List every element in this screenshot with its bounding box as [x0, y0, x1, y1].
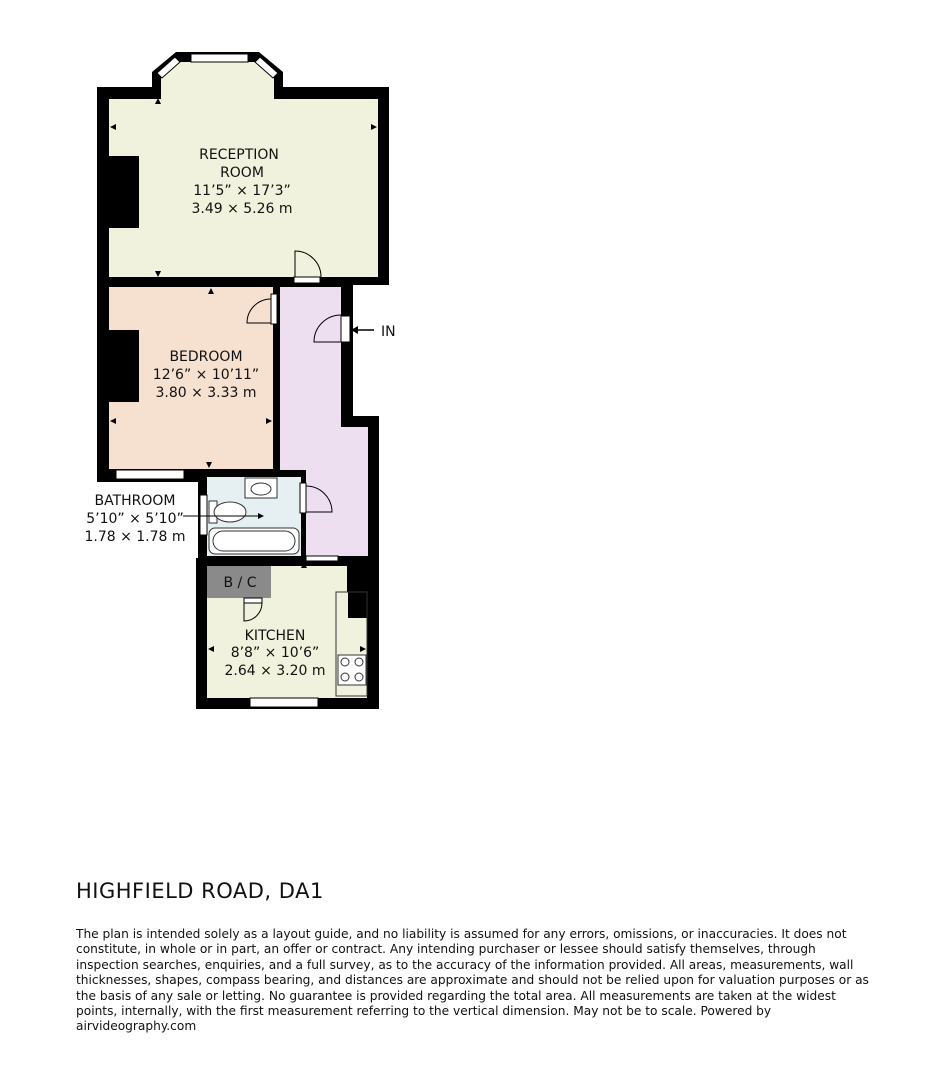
- reception-metric: 3.49 × 5.26 m: [191, 201, 293, 217]
- bath-tub: [209, 528, 299, 554]
- kitchen-metric: 2.64 × 3.20 m: [224, 663, 326, 679]
- toilet-bowl: [214, 502, 246, 522]
- disclaimer-text: The plan is intended solely as a layout guide, and no liability is assumed for any errors, omissions, or inaccuracies. It does not constitute, in whole or in part, an offer or contract. Any intending purchaser or lessee should satisfy themselves, through inspection searches, enquiries, and a full survey, as to the accuracy of the information provided. All areas, measurements, wall thicknesses, shapes, compass bearing, and distances are approximate and should not be relied upon for valuation purposes or as the basis of any sale or letting. No guarantee is provided regarding the total area. All measurements are taken at the widest points, internally, with the first measurement referring to the vertical dimension. May not be to scale. Powered by airvideography.com: [76, 927, 869, 1034]
- reception-name-line2: ROOM: [220, 165, 264, 181]
- entrance-label: IN: [381, 324, 396, 340]
- bedroom-metric: 3.80 × 3.33 m: [155, 385, 257, 401]
- bathroom-name: BATHROOM: [94, 493, 176, 509]
- reception-name-line1: RECEPTION: [199, 147, 279, 163]
- property-address: HIGHFIELD ROAD, DA1: [76, 879, 324, 903]
- kitchen-wall-section: [348, 556, 368, 618]
- chimney-breast-reception: [109, 156, 139, 228]
- boiler-cupboard-label: B / C: [223, 575, 257, 591]
- bedroom-name: BEDROOM: [169, 349, 243, 365]
- bay-window-front: [191, 54, 248, 62]
- kitchen-imperial: 8’8” × 10’6”: [230, 645, 320, 661]
- kitchen-window: [250, 698, 318, 707]
- reception-imperial: 11’5” × 17’3”: [193, 183, 291, 199]
- bathroom-metric: 1.78 × 1.78 m: [84, 529, 186, 545]
- bedroom-window: [116, 470, 184, 479]
- bathroom-imperial: 5’10” × 5’10”: [86, 511, 184, 527]
- kitchen-name: KITCHEN: [244, 628, 306, 644]
- chimney-breast-bedroom: [109, 330, 139, 402]
- bedroom-imperial: 12’6” × 10’11”: [152, 367, 260, 383]
